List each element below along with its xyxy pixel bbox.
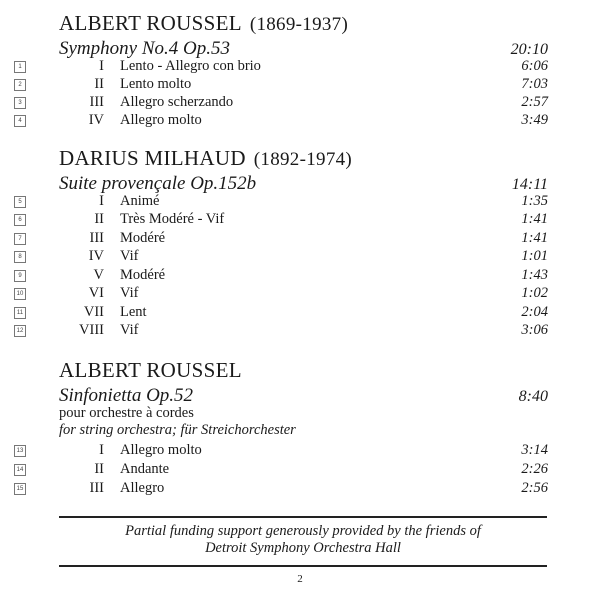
movement-duration: 1:02 xyxy=(521,285,548,301)
track-number-box: 14 xyxy=(14,464,26,476)
movement-duration: 3:06 xyxy=(521,322,548,338)
track-row xyxy=(0,230,600,248)
movement-title: Vif xyxy=(120,285,139,301)
track-number-box: 4 xyxy=(14,115,26,127)
movement-duration: 1:41 xyxy=(521,230,548,246)
movement-title: Lento molto xyxy=(120,76,192,92)
work-duration: 20:10 xyxy=(510,41,548,58)
movement-numeral: II xyxy=(94,76,104,92)
movement-numeral: IV xyxy=(88,112,104,128)
movement-duration: 3:49 xyxy=(521,112,548,128)
credit-line-1: Partial funding support generously provided by the friends of xyxy=(125,523,481,539)
movement-title: Animé xyxy=(120,193,160,209)
subtitle-english-german: for string orchestra; für Streichorchester xyxy=(59,422,296,438)
track-number-box: 8 xyxy=(14,251,26,263)
movement-duration: 2:56 xyxy=(521,480,548,496)
composer-heading xyxy=(59,146,352,171)
credit-line-2: Detroit Symphony Orchestra Hall xyxy=(205,540,401,556)
track-number-box: 3 xyxy=(14,97,26,109)
track-row xyxy=(0,94,600,112)
track-number-box: 7 xyxy=(14,233,26,245)
movement-numeral: III xyxy=(89,94,104,110)
movement-numeral: I xyxy=(99,193,104,209)
track-number-box: 15 xyxy=(14,483,26,495)
track-number-box: 9 xyxy=(14,270,26,282)
movement-numeral: V xyxy=(93,267,104,283)
composer-name: ALBERT ROUSSEL xyxy=(59,11,242,35)
movement-title: Allegro molto xyxy=(120,442,202,458)
movement-title: Allegro molto xyxy=(120,112,202,128)
track-number-box: 1 xyxy=(14,61,26,73)
track-row xyxy=(0,58,600,76)
work-title: Sinfonietta Op.52 xyxy=(59,385,194,406)
movement-duration: 3:14 xyxy=(521,442,548,458)
track-number-box: 6 xyxy=(14,214,26,226)
track-row xyxy=(0,267,600,285)
movement-numeral: VI xyxy=(88,285,104,301)
work-duration: 8:40 xyxy=(518,388,548,405)
movement-duration: 6:06 xyxy=(521,58,548,74)
movement-numeral: IV xyxy=(88,248,104,264)
page-number: 2 xyxy=(297,573,303,585)
movement-duration: 1:43 xyxy=(521,267,548,283)
work-title: Suite provençale Op.152b xyxy=(59,173,257,194)
movement-numeral: II xyxy=(94,461,104,477)
track-row xyxy=(0,285,600,303)
movement-title: Vif xyxy=(120,322,139,338)
movement-title: Allegro xyxy=(120,480,165,496)
composer-dates: (1892-1974) xyxy=(253,149,353,170)
movement-duration: 2:57 xyxy=(521,94,548,110)
track-row xyxy=(0,112,600,130)
track-row xyxy=(0,193,600,211)
divider-bottom xyxy=(59,565,547,567)
movement-title: Allegro scherzando xyxy=(120,94,234,110)
movement-numeral: III xyxy=(89,230,104,246)
composer-name: ALBERT ROUSSEL xyxy=(59,358,242,382)
movement-numeral: VIII xyxy=(79,322,104,338)
composer-name: DARIUS MILHAUD xyxy=(59,146,246,170)
track-number-box: 2 xyxy=(14,79,26,91)
track-row xyxy=(0,211,600,229)
track-row xyxy=(0,480,600,498)
track-row xyxy=(0,461,600,479)
composer-dates: (1869-1937) xyxy=(249,14,349,35)
work-duration: 14:11 xyxy=(511,176,548,193)
movement-title: Très Modéré - Vif xyxy=(120,211,225,227)
track-number-box: 10 xyxy=(14,288,26,300)
track-row xyxy=(0,248,600,266)
movement-title: Lent xyxy=(120,304,147,320)
movement-duration: 2:04 xyxy=(521,304,548,320)
track-number-box: 11 xyxy=(14,307,26,319)
composer-heading xyxy=(59,11,348,36)
movement-numeral: III xyxy=(89,480,104,496)
track-row xyxy=(0,304,600,322)
movement-title: Vif xyxy=(120,248,139,264)
track-row xyxy=(0,322,600,340)
movement-numeral: I xyxy=(99,58,104,74)
movement-duration: 7:03 xyxy=(521,76,548,92)
movement-duration: 2:26 xyxy=(521,461,548,477)
movement-title: Modéré xyxy=(120,230,166,246)
track-number-box: 5 xyxy=(14,196,26,208)
movement-title: Lento - Allegro con brio xyxy=(120,58,261,74)
movement-duration: 1:41 xyxy=(521,211,548,227)
composer-heading xyxy=(59,358,242,383)
movement-numeral: I xyxy=(99,442,104,458)
track-row xyxy=(0,442,600,460)
movement-duration: 1:35 xyxy=(521,193,548,209)
subtitle-french: pour orchestre à cordes xyxy=(59,405,194,421)
movement-numeral: VII xyxy=(83,304,104,320)
track-number-box: 13 xyxy=(14,445,26,457)
track-row xyxy=(0,76,600,94)
movement-numeral: II xyxy=(94,211,104,227)
movement-duration: 1:01 xyxy=(521,248,548,264)
movement-title: Modéré xyxy=(120,267,166,283)
track-number-box: 12 xyxy=(14,325,26,337)
movement-title: Andante xyxy=(120,461,170,477)
divider-top xyxy=(59,516,547,518)
work-title: Symphony No.4 Op.53 xyxy=(59,38,230,59)
